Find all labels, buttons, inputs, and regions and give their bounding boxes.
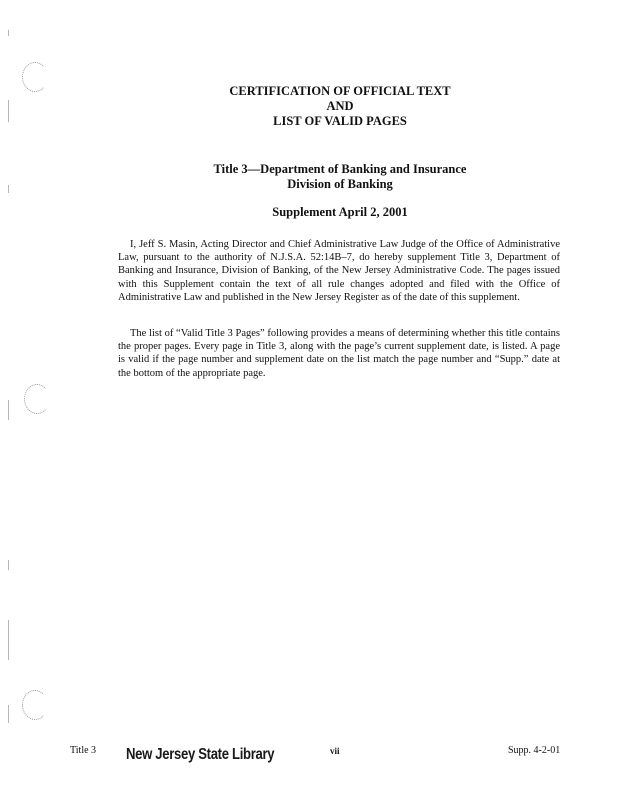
scan-speck: [8, 30, 9, 36]
certification-line-1: CERTIFICATION OF OFFICIAL TEXT: [229, 84, 451, 98]
punch-hole-middle: [24, 384, 50, 414]
title-line-1: Title 3—Department of Banking and Insurance: [213, 162, 467, 176]
library-stamp: New Jersey State Library: [126, 746, 275, 763]
scan-speck: [8, 100, 9, 122]
scan-speck: [8, 705, 9, 723]
scan-speck: [8, 560, 9, 570]
supplement-date: Supplement April 2, 2001: [272, 205, 408, 219]
footer-title: Title 3: [70, 745, 97, 756]
punch-hole-top: [22, 62, 48, 92]
title-heading: [130, 162, 550, 192]
scan-speck: [8, 620, 9, 660]
footer-page-number: vii: [330, 746, 340, 756]
title-line-2: Division of Banking: [287, 177, 393, 191]
certification-heading: [130, 84, 550, 129]
scan-speck: [8, 185, 9, 193]
supplement-date-heading: [130, 205, 550, 220]
punch-hole-bottom: [22, 690, 48, 720]
scan-speck: [8, 400, 9, 420]
certification-paragraph: I, Jeff S. Masin, Acting Director and Chief Administrative Law Judge of the Office of Administrative Law, pursuant to the authority of N.J.S.A. 52:14B–7, do hereby supplement Title 3, Department of Banking and Insurance, Division of Banking, of the New Jersey Administrative Code. The pages issued with this Supplement contain the text of all rule changes adopted and filed with the Office of Administrative Law and published in the New Jersey Register as of the date of this supplement.: [118, 239, 560, 303]
certification-line-3: LIST OF VALID PAGES: [273, 114, 407, 128]
footer-supplement-date: Supp. 4-2-01: [508, 745, 561, 756]
certification-line-2: AND: [326, 99, 354, 113]
valid-pages-paragraph: The list of “Valid Title 3 Pages” following provides a means of determining whether this title contains the proper pages. Every page in Title 3, along with the page’s current supplement date, is listed. A page is valid if the page number and supplement date on the list match the page number and “Supp.” date at the bottom of the appropriate page.: [118, 328, 560, 379]
